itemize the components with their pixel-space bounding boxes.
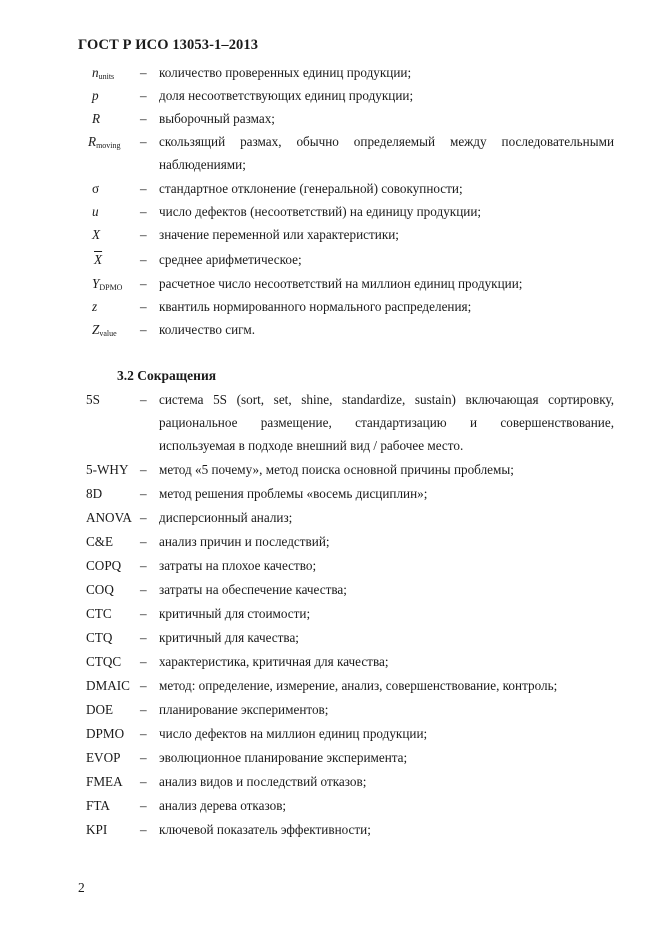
symbol: σ: [92, 181, 100, 196]
symbol-description: количество проверенных единиц продукции;: [159, 65, 412, 80]
abbreviation-description: метод «5 почему», метод поиска основной причины проблемы;: [159, 462, 514, 477]
abbreviation-description: планирование экспериментов;: [159, 702, 329, 717]
abbreviation: CTQC: [86, 654, 122, 669]
abbreviation-description: рациональное размещение, стандартизацию и совершенствование,: [159, 415, 614, 430]
abbreviation-description: затраты на плохое качество;: [159, 558, 317, 573]
symbol-description: доля несоответствующих единиц продукции;: [159, 88, 414, 103]
abbreviation-description: анализ видов и последствий отказов;: [159, 774, 367, 789]
symbol-description: количество сигм.: [159, 322, 256, 337]
abbreviation: COQ: [86, 582, 114, 597]
abbreviation-description: метод: определение, измерение, анализ, совершенствование, контроль;: [159, 678, 558, 693]
abbreviation: ANOVA: [86, 510, 132, 525]
symbol: $R_{moving}$: [88, 134, 121, 150]
abbreviation-description: дисперсионный анализ;: [159, 510, 293, 525]
abbreviation: KPI: [86, 822, 108, 837]
abbreviation-description: критичный для качества;: [159, 630, 299, 645]
abbreviation: 8D: [86, 486, 103, 501]
abbreviation: COPQ: [86, 558, 122, 573]
symbol-description: квантиль нормированного нормального распределения;: [159, 299, 472, 314]
abbreviation-description: анализ дерева отказов;: [159, 798, 287, 813]
abbreviation-description: используемая в подходе внешний вид / рабочее место.: [159, 438, 464, 453]
abbreviation: FTA: [86, 798, 110, 813]
abbreviation-description: система 5S (sort, set, shine, standardize, sustain) включающая сортировку,: [159, 392, 614, 407]
abbreviation: CTQ: [86, 630, 113, 645]
abbreviation-description: число дефектов на миллион единиц продукции;: [159, 726, 428, 741]
abbreviation: DPMO: [86, 726, 125, 741]
abbreviation-description: анализ причин и последствий;: [159, 534, 330, 549]
symbol: R: [92, 111, 101, 126]
symbol: $\overline{X}$: [94, 252, 103, 267]
symbol: u: [92, 204, 99, 219]
abbreviation: CTC: [86, 606, 112, 621]
symbol-description: среднее арифметическое;: [159, 252, 302, 267]
symbol: $n_{units}$: [92, 65, 115, 81]
symbol: $Z_{value}$: [92, 322, 117, 338]
abbreviation-description: ключевой показатель эффективности;: [159, 822, 371, 837]
abbreviation-description: характеристика, критичная для качества;: [159, 654, 389, 669]
abbreviation: EVOP: [86, 750, 121, 765]
abbreviation: C&E: [86, 534, 114, 549]
section-heading: 3.2 Сокращения: [117, 368, 217, 383]
abbreviation-description: затраты на обеспечение качества;: [159, 582, 347, 597]
symbol-description: скользящий размах, обычно определяемый между последовательными: [159, 134, 614, 149]
abbreviation-description: эволюционное планирование эксперимента;: [159, 750, 408, 765]
symbol-description: выборочный размах;: [159, 111, 275, 126]
abbreviation: FMEA: [86, 774, 123, 789]
symbol: p: [92, 88, 99, 103]
symbol-description: значение переменной или характеристики;: [159, 227, 399, 242]
symbol-description: наблюдениями;: [159, 157, 246, 172]
symbol-description: расчетное число несоответствий на миллион единиц продукции;: [159, 276, 523, 291]
abbreviation-description: критичный для стоимости;: [159, 606, 311, 621]
abbreviation: DOE: [86, 702, 114, 717]
abbreviation: DMAIC: [86, 678, 130, 693]
symbol-description: число дефектов (несоответствий) на единицу продукции;: [159, 204, 482, 219]
symbol-description: стандартное отклонение (генеральной) совокупности;: [159, 181, 463, 196]
page-number: 2: [78, 880, 85, 895]
abbreviation: 5-WHY: [86, 462, 129, 477]
document-header: ГОСТ Р ИСО 13053-1–2013: [78, 37, 259, 53]
symbol: $Y_{DPMO}$: [92, 276, 123, 292]
symbol: z: [92, 299, 98, 314]
abbreviation: 5S: [86, 392, 100, 407]
abbreviation-description: метод решения проблемы «восемь дисциплин»;: [159, 486, 428, 501]
symbol: X: [92, 227, 101, 242]
